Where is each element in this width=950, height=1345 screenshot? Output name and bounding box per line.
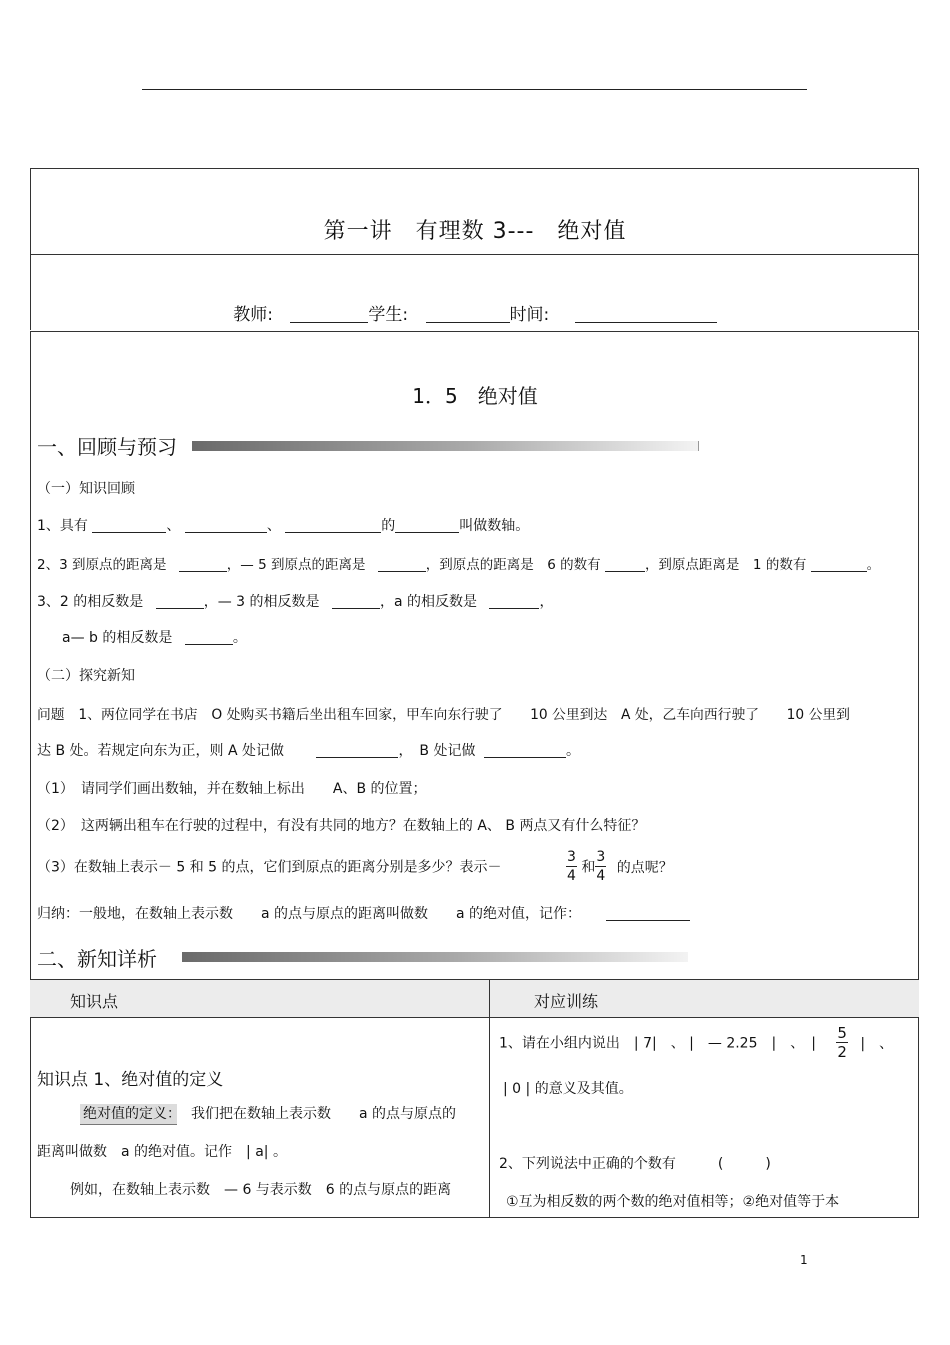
question-1 [37,515,529,535]
q1-mid: 的 [381,518,396,534]
q3-part-c: ，a 的相反数是 [379,594,478,610]
question-2 [37,553,880,573]
table-header [30,979,919,1018]
definition-text: 我们把在数轴上表示数 a 的点与原点的 [177,1106,457,1122]
section-title: 1．5 绝对值 [412,384,538,408]
fraction-1-numerator: 3 [566,849,576,865]
student-label: 学生: [368,305,409,325]
exercise-1 [499,1024,893,1061]
step-2: （2） 这两辆出租车在行驶的过程中，有没有共同的地方？在数轴上的 A、 B 两点又有什么特征？ [37,818,646,834]
example-line: 例如，在数轴上表示数 — 6 与表示数 6 的点与原点的距离 [70,1182,452,1198]
problem-line-2-c: 。 [565,743,580,759]
fraction-three-quarters-2 [595,848,606,885]
lesson-title: 第一讲 有理数 3--- 绝对值 [323,219,627,244]
time-label: 时间: [509,305,550,325]
part2-heading-bar [182,952,688,962]
q3b-blank[interactable] [185,628,233,645]
teacher-field[interactable] [290,304,368,323]
q2-part-e: 。 [866,557,881,573]
summary-text: 归纳：一般地，在数轴上表示数 a 的点与原点的距离叫做数 a 的绝对值，记作： [37,906,582,922]
q3-part-b: ，— 3 的相反数是 [203,594,320,610]
problem-blank-b[interactable] [484,741,566,758]
problem-line-2 [37,740,580,760]
step-1: （1） 请同学们画出数轴，并在数轴上标出 A、B 的位置； [37,781,427,797]
q3-part-d: ， [539,594,554,610]
header-rule [142,89,807,90]
q2-part-b: ，— 5 到原点的距离是 [226,557,366,573]
q1-suffix: 叫做数轴。 [459,518,530,534]
q3-blank-1[interactable] [156,592,204,609]
summary-line [37,903,690,923]
q3-blank-3[interactable] [489,592,539,609]
fraction-1-denominator: 4 [566,868,576,884]
page-number: 1 [800,1253,808,1267]
exercise-2: 2、下列说法中正确的个数有 ( ) [499,1156,771,1172]
table-header-practice: 对应训练 [534,992,599,1011]
q2-blank-4[interactable] [811,555,867,572]
step-3-and: 和 [581,859,596,876]
student-field[interactable] [426,304,510,323]
table-header-knowledge-point: 知识点 [70,992,119,1011]
q2-blank-1[interactable] [179,555,227,572]
fraction-three-quarters-1 [566,848,577,885]
time-field[interactable] [575,304,717,323]
problem-line-2-a: 达 B 处。若规定向东为正，则 A 处记做 [37,743,284,759]
q2-part-d: ，到原点距离是 1 的数有 [644,557,807,573]
teacher-label: 教师: [233,305,274,325]
part2-heading: 二、新知详析 [37,947,157,971]
table-column-divider [489,979,490,1217]
problem-line-1: 问题 1、两位同学在书店 O 处购买书籍后坐出租车回家，甲车向东行驶了 10 公里到达 A 处，乙车向西行驶了 10 公里到 [37,707,850,723]
question-3 [37,591,553,611]
subsection-knowledge-review: （一）知识回顾 [37,481,135,497]
q1-sep1: 、 [166,518,181,534]
fraction-5-2-numerator: 5 [837,1024,847,1042]
fraction-five-halves [836,1024,848,1061]
exercise-2-option-line: ①互为相反数的两个数的绝对值相等；②绝对值等于本 [506,1194,840,1210]
exercise-1-text-b: | 、 [860,1035,894,1052]
q3-blank-2[interactable] [332,592,380,609]
part1-heading: 一、回顾与预习 [37,435,177,459]
q2-blank-2[interactable] [378,555,426,572]
problem-blank-a[interactable] [316,741,398,758]
q3b-part-a: a— b 的相反数是 [62,630,173,646]
q3b-part-b: 。 [232,630,247,646]
q1-sep2: 、 [266,518,281,534]
q2-part-a: 2、3 到原点的距离是 [37,557,167,573]
q1-prefix: 1、具有 [37,518,88,534]
subsection-explore: （二）探究新知 [37,668,135,684]
fraction-2-denominator: 4 [596,868,606,884]
exercise-1-line-2: | 0 | 的意义及其值。 [503,1081,633,1097]
definition-line-2: 距离叫做数 a 的绝对值。记作 | a| 。 [37,1144,287,1160]
knowledge-point-1-title: 知识点 1、绝对值的定义 [37,1070,224,1090]
summary-blank[interactable] [606,904,690,921]
fraction-5-2-denominator: 2 [837,1043,847,1061]
step-3-text-b: 的点呢？ [616,859,673,876]
q1-blank-4[interactable] [395,516,459,533]
question-3b [62,627,247,647]
step-3-text-a: （3）在数轴上表示－ 5 和 5 的点，它们到原点的距离分别是多少？表示－ [37,859,502,876]
step-3 [37,848,673,885]
exercise-1-text-a: 1、请在小组内说出 | 7| 、 | — 2.25 | 、 | [499,1035,816,1052]
q2-part-c: ，到原点的距离是 6 的数有 [425,557,601,573]
q2-blank-3[interactable] [605,555,645,572]
teacher-student-time-line [0,300,950,325]
definition-label: 绝对值的定义： [80,1104,177,1125]
part1-heading-bar [192,441,698,451]
problem-line-2-b: ， B 处记做 [398,743,476,759]
definition-line-1 [80,1103,456,1123]
q1-blank-2[interactable] [185,516,267,533]
fraction-2-numerator: 3 [596,849,606,865]
q3-part-a: 3、2 的相反数是 [37,594,144,610]
q1-blank-1[interactable] [92,516,166,533]
part1-heading-bar-end [698,441,699,451]
q1-blank-3[interactable] [285,516,381,533]
